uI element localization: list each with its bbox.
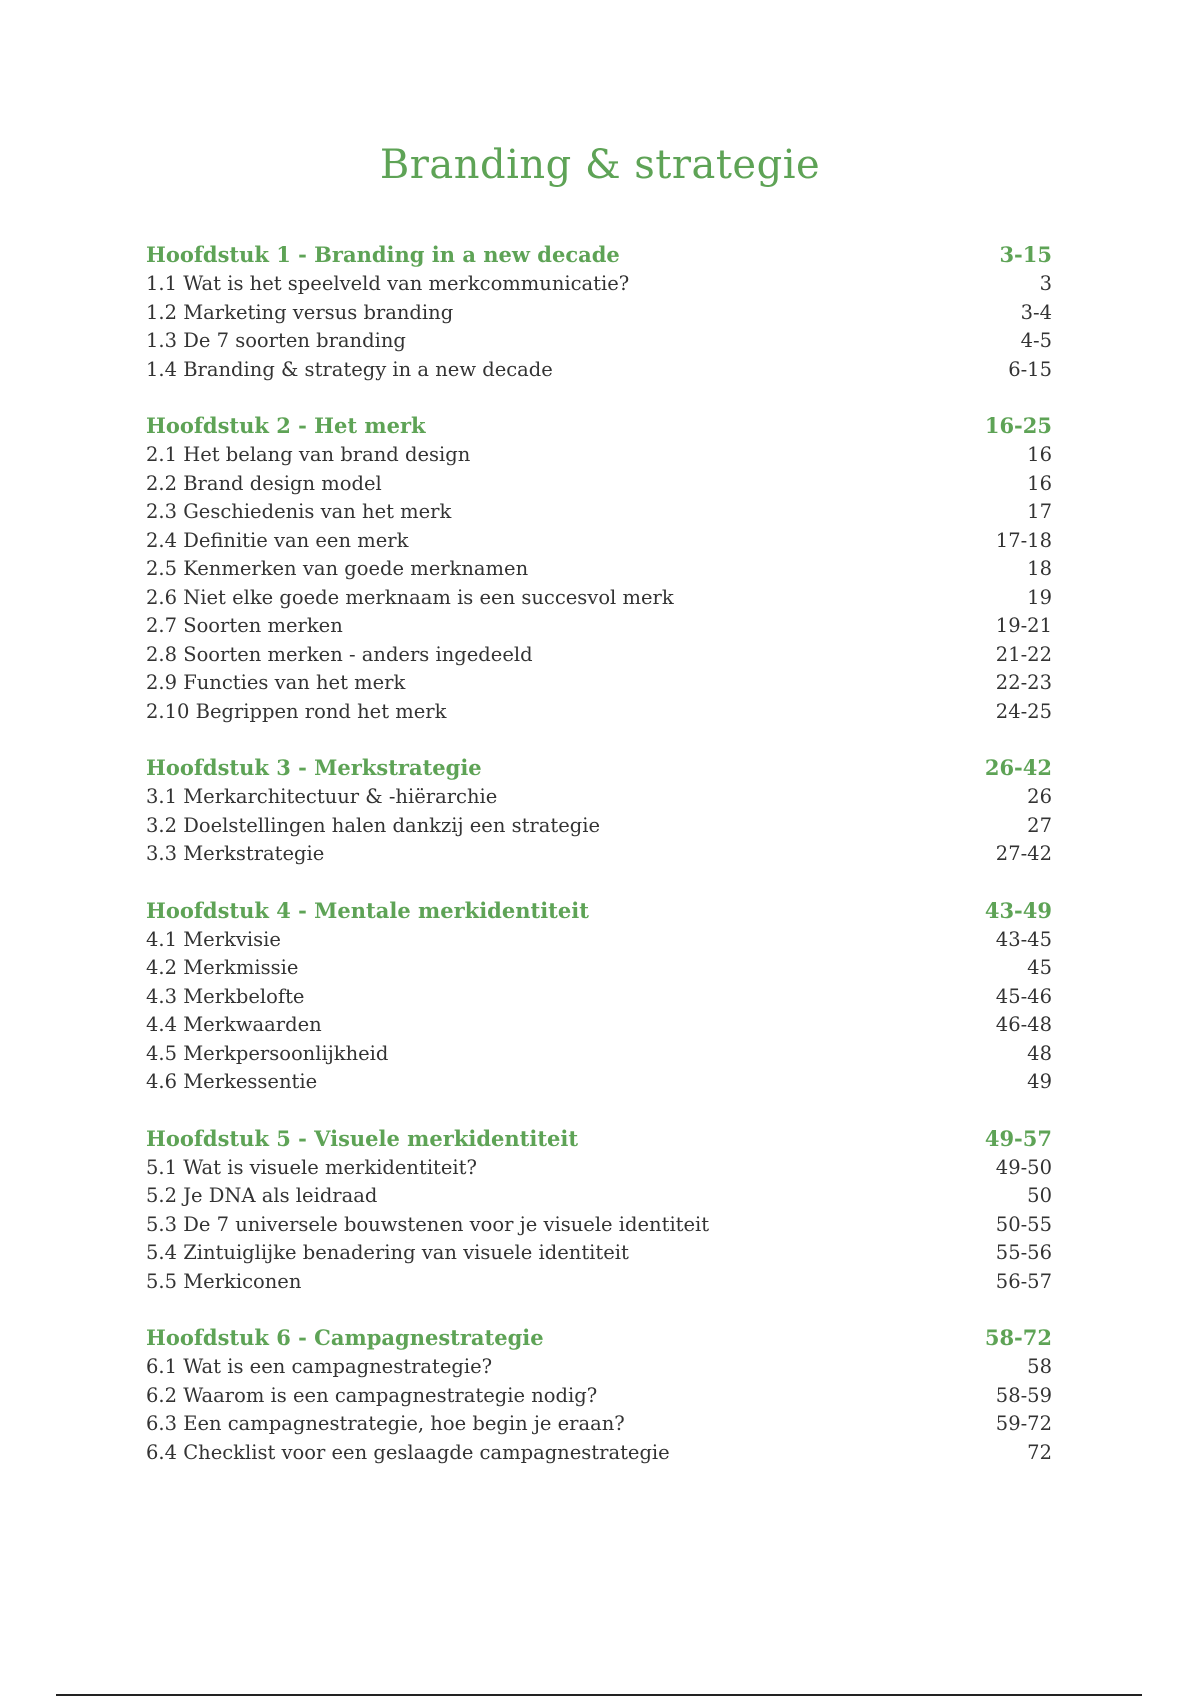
toc-entry bbox=[146, 470, 1052, 499]
toc-entry bbox=[146, 584, 1052, 613]
toc-entry-label: 3.1 Merkarchitectuur & -hiërarchie bbox=[146, 785, 498, 808]
table-of-contents bbox=[146, 240, 1052, 1494]
toc-entry-label: 1.2 Marketing versus branding bbox=[146, 300, 454, 324]
chapter-page-range: 3-15 bbox=[999, 242, 1052, 267]
toc-entry-label: 4.5 Merkpersoonlijkheid bbox=[146, 1041, 389, 1065]
toc-entry-pages: 21-22 bbox=[995, 642, 1052, 666]
chapter-heading-row bbox=[146, 240, 1052, 270]
toc-entry-label: 5.3 De 7 universele bouwstenen voor je visuele identiteit bbox=[146, 1212, 710, 1236]
toc-entry-pages: 18 bbox=[1027, 557, 1052, 580]
toc-entry-pages: 22-23 bbox=[995, 671, 1052, 694]
toc-entry-pages: 3-4 bbox=[1020, 300, 1052, 324]
toc-entry-pages: 59-72 bbox=[995, 1412, 1052, 1435]
toc-chapter-4 bbox=[146, 896, 1052, 1097]
chapter-heading: Hoofdstuk 4 - Mentale merkidentiteit bbox=[146, 897, 589, 923]
toc-entry-pages: 49-50 bbox=[995, 1155, 1052, 1179]
toc-entry bbox=[146, 926, 1052, 955]
toc-entry bbox=[146, 1268, 1052, 1297]
toc-entry-pages: 50 bbox=[1027, 1184, 1052, 1207]
toc-entry-pages: 46-48 bbox=[995, 1013, 1052, 1036]
toc-entry bbox=[146, 983, 1052, 1012]
toc-entry bbox=[146, 555, 1052, 584]
toc-entry-pages: 55-56 bbox=[995, 1241, 1052, 1264]
toc-entry-pages: 3 bbox=[1039, 272, 1052, 295]
toc-chapter-3 bbox=[146, 753, 1052, 869]
toc-entry bbox=[146, 698, 1052, 727]
toc-entry-pages: 58 bbox=[1027, 1355, 1052, 1378]
toc-entry bbox=[146, 1154, 1052, 1183]
toc-chapter-5 bbox=[146, 1124, 1052, 1297]
toc-entry-label: 6.4 Checklist voor een geslaagde campagnestrategie bbox=[146, 1440, 670, 1464]
toc-entry-label: 2.4 Definitie van een merk bbox=[146, 528, 409, 552]
toc-entry-pages: 17 bbox=[1027, 500, 1052, 523]
chapter-heading-row bbox=[146, 896, 1052, 926]
chapter-heading: Hoofdstuk 5 - Visuele merkidentiteit bbox=[146, 1125, 579, 1151]
toc-entry-label: 3.2 Doelstellingen halen dankzij een strategie bbox=[146, 813, 601, 837]
toc-entry bbox=[146, 327, 1052, 356]
toc-entry-label: 4.6 Merkessentie bbox=[146, 1070, 318, 1093]
toc-entry-label: 5.2 Je DNA als leidraad bbox=[146, 1184, 378, 1207]
toc-entry-pages: 49 bbox=[1027, 1070, 1052, 1093]
chapter-page-range: 49-57 bbox=[984, 1125, 1052, 1151]
toc-entry bbox=[146, 270, 1052, 299]
toc-entry-label: 6.3 Een campagnestrategie, hoe begin je eraan? bbox=[146, 1412, 625, 1435]
toc-entry bbox=[146, 1211, 1052, 1240]
toc-entry-label: 5.1 Wat is visuele merkidentiteit? bbox=[146, 1155, 477, 1179]
chapter-heading: Hoofdstuk 1 - Branding in a new decade bbox=[146, 242, 620, 267]
toc-entry bbox=[146, 527, 1052, 556]
chapter-heading: Hoofdstuk 2 - Het merk bbox=[146, 413, 426, 438]
toc-entry bbox=[146, 812, 1052, 841]
toc-chapter-6 bbox=[146, 1323, 1052, 1467]
chapter-page-range: 58-72 bbox=[984, 1325, 1052, 1350]
toc-entry-label: 3.3 Merkstrategie bbox=[146, 842, 325, 865]
chapter-heading-row bbox=[146, 411, 1052, 441]
chapter-page-range: 16-25 bbox=[984, 413, 1052, 438]
chapter-heading: Hoofdstuk 6 - Campagnestrategie bbox=[146, 1325, 544, 1350]
toc-entry-pages: 45 bbox=[1027, 956, 1052, 979]
toc-entry-pages: 16 bbox=[1027, 443, 1052, 466]
toc-entry-label: 2.2 Brand design model bbox=[146, 471, 382, 495]
toc-chapter-1 bbox=[146, 240, 1052, 384]
toc-entry-pages: 16 bbox=[1027, 471, 1052, 495]
toc-entry-label: 5.5 Merkiconen bbox=[146, 1269, 302, 1293]
toc-entry-label: 4.1 Merkvisie bbox=[146, 927, 281, 951]
toc-entry-pages: 45-46 bbox=[995, 984, 1052, 1008]
toc-entry-pages: 56-57 bbox=[995, 1269, 1052, 1293]
toc-entry-label: 2.1 Het belang van brand design bbox=[146, 443, 471, 466]
toc-entry-label: 2.8 Soorten merken - anders ingedeeld bbox=[146, 642, 533, 666]
toc-entry-pages: 26 bbox=[1027, 785, 1052, 808]
toc-entry-label: 6.1 Wat is een campagnestrategie? bbox=[146, 1355, 493, 1378]
toc-entry bbox=[146, 641, 1052, 670]
page-title: Branding & strategie bbox=[379, 142, 821, 188]
toc-entry-label: 4.4 Merkwaarden bbox=[146, 1013, 322, 1036]
toc-entry bbox=[146, 498, 1052, 527]
toc-entry-pages: 6-15 bbox=[1008, 357, 1052, 381]
toc-entry-label: 2.3 Geschiedenis van het merk bbox=[146, 500, 452, 523]
toc-entry-pages: 50-55 bbox=[995, 1212, 1052, 1236]
toc-entry-pages: 27-42 bbox=[995, 842, 1052, 865]
chapter-heading: Hoofdstuk 3 - Merkstrategie bbox=[146, 755, 482, 780]
toc-entry bbox=[146, 1439, 1052, 1468]
toc-entry-label: 6.2 Waarom is een campagnestrategie nodig? bbox=[146, 1383, 598, 1407]
chapter-page-range: 26-42 bbox=[984, 755, 1052, 780]
toc-entry bbox=[146, 1410, 1052, 1439]
toc-entry-label: 1.3 De 7 soorten branding bbox=[146, 329, 406, 352]
toc-entry-label: 4.2 Merkmissie bbox=[146, 956, 299, 979]
toc-entry bbox=[146, 1068, 1052, 1097]
toc-entry-label: 4.3 Merkbelofte bbox=[146, 984, 305, 1008]
toc-entry-pages: 19-21 bbox=[995, 614, 1052, 637]
toc-entry-pages: 24-25 bbox=[995, 699, 1052, 723]
toc-entry-pages: 48 bbox=[1027, 1041, 1052, 1065]
toc-entry-pages: 43-45 bbox=[995, 927, 1052, 951]
toc-entry bbox=[146, 954, 1052, 983]
toc-entry bbox=[146, 1353, 1052, 1382]
chapter-heading-row bbox=[146, 1124, 1052, 1154]
toc-entry-label: 5.4 Zintuiglijke benadering van visuele identiteit bbox=[146, 1241, 629, 1264]
toc-entry bbox=[146, 669, 1052, 698]
toc-entry-label: 2.6 Niet elke goede merknaam is een succesvol merk bbox=[146, 585, 674, 609]
toc-entry bbox=[146, 783, 1052, 812]
toc-chapter-2 bbox=[146, 411, 1052, 726]
toc-entry bbox=[146, 1382, 1052, 1411]
toc-entry-pages: 72 bbox=[1027, 1440, 1052, 1464]
toc-entry bbox=[146, 1011, 1052, 1040]
bottom-divider bbox=[56, 1694, 1142, 1696]
chapter-heading-row bbox=[146, 1323, 1052, 1353]
toc-entry-label: 2.10 Begrippen rond het merk bbox=[146, 699, 447, 723]
toc-entry-label: 2.9 Functies van het merk bbox=[146, 671, 406, 694]
toc-entry-label: 1.4 Branding & strategy in a new decade bbox=[146, 357, 553, 381]
toc-entry bbox=[146, 299, 1052, 328]
toc-entry bbox=[146, 441, 1052, 470]
toc-entry bbox=[146, 1239, 1052, 1268]
toc-entry-pages: 19 bbox=[1027, 585, 1052, 609]
toc-entry-label: 2.5 Kenmerken van goede merknamen bbox=[146, 557, 529, 580]
toc-entry bbox=[146, 1182, 1052, 1211]
toc-entry-pages: 27 bbox=[1027, 813, 1052, 837]
chapter-page-range: 43-49 bbox=[984, 897, 1052, 923]
chapter-heading-row bbox=[146, 753, 1052, 783]
toc-entry-pages: 4-5 bbox=[1020, 329, 1052, 352]
toc-entry bbox=[146, 356, 1052, 385]
toc-entry-pages: 58-59 bbox=[995, 1383, 1052, 1407]
toc-entry-label: 2.7 Soorten merken bbox=[146, 614, 343, 637]
toc-entry bbox=[146, 840, 1052, 869]
toc-entry bbox=[146, 1040, 1052, 1069]
toc-entry bbox=[146, 612, 1052, 641]
toc-entry-label: 1.1 Wat is het speelveld van merkcommunicatie? bbox=[146, 272, 630, 295]
toc-entry-pages: 17-18 bbox=[995, 528, 1052, 552]
